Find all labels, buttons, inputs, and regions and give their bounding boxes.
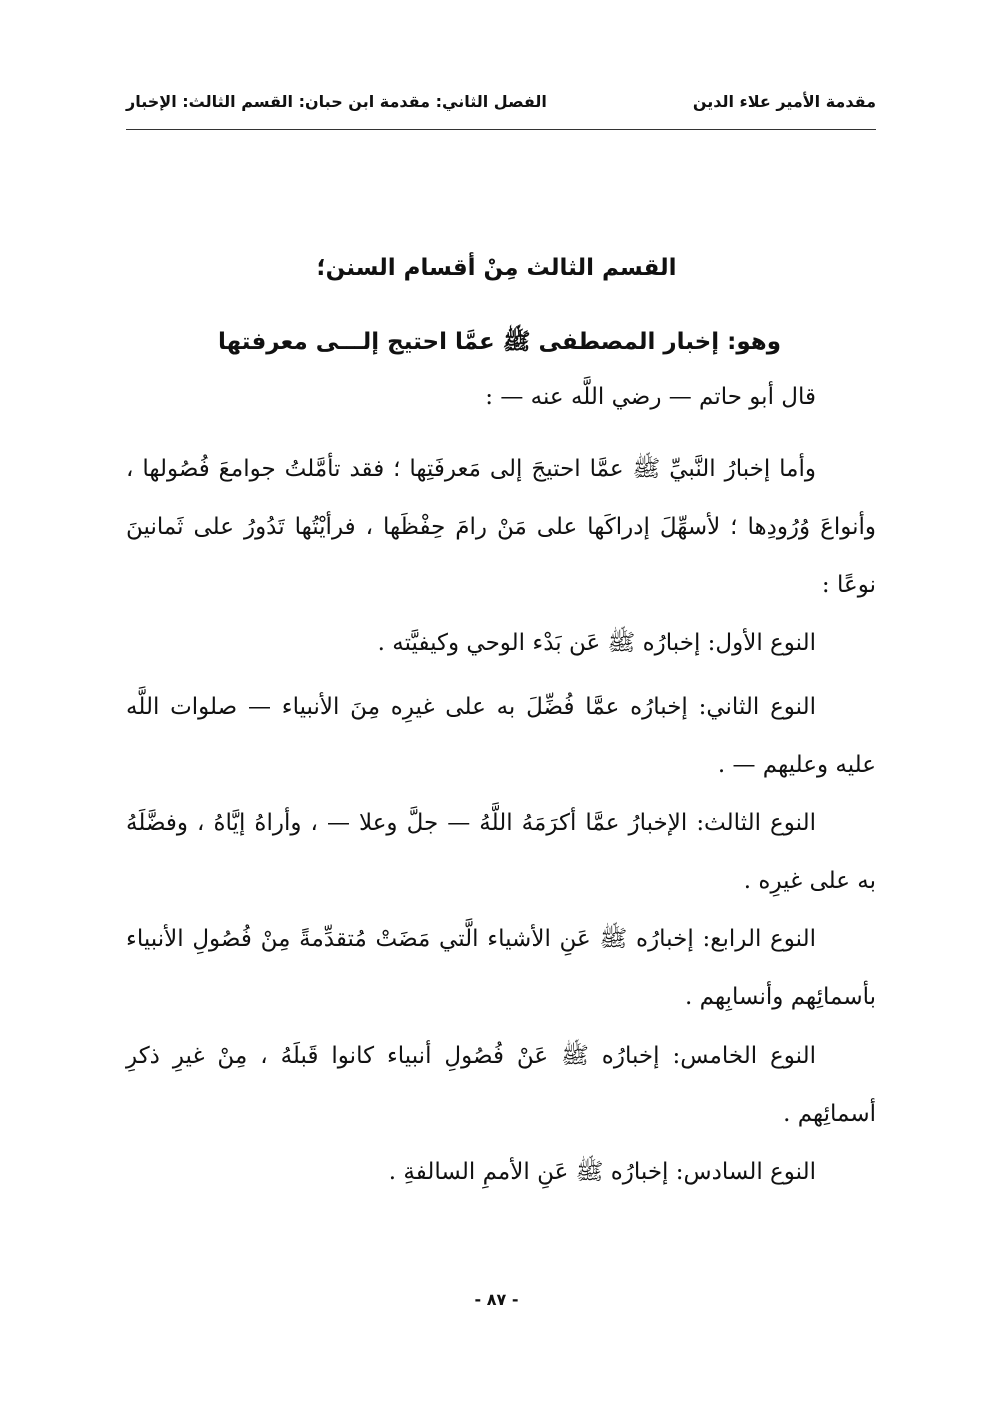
type-label: النوع الرابع:	[702, 926, 817, 952]
type-5-block	[126, 1027, 876, 1143]
type-label: النوع الثاني:	[698, 694, 817, 720]
type-label: النوع الأول:	[707, 630, 816, 656]
type-item	[126, 678, 876, 794]
type-text: إخبارُه ﷺ عَنْ فُصُولِ أنبياء كانوا قَبلَهُ ، مِنْ غيرِ ذكرِ أسمائِهم .	[126, 1043, 876, 1127]
type-2-block	[126, 678, 876, 794]
section-subtitle: وهو: إخبار المصطفى ﷺ عمَّا احتيج إلـــى معرفتها	[217, 329, 781, 355]
running-header	[126, 92, 876, 120]
book-title: مقدمة الأمير علاء الدين	[692, 92, 876, 111]
header-divider	[126, 129, 876, 130]
type-item	[126, 614, 876, 672]
type-3-block	[126, 794, 876, 910]
type-6-block	[126, 1143, 876, 1201]
type-text: إخبارُه عمَّا فُضِّلَ به على غيرِه مِنَ الأنبياء — صلوات اللَّه عليه وعليهم — .	[126, 694, 876, 778]
chapter-title: الفصل الثاني: مقدمة ابن حبان: القسم الثالث: الإخبار	[126, 92, 547, 111]
type-label: النوع السادس:	[675, 1159, 816, 1185]
type-text: إخبارُه ﷺ عَنِ الأشياء الَّتي مَضَتْ مُتقدِّمةً مِنْ فُصُولِ الأنبياء بأسمائِهم وأنسابِهم .	[126, 926, 876, 1010]
type-1-block	[126, 614, 876, 672]
type-item	[126, 1027, 876, 1143]
section-title: القسم الثالث مِنْ أقسام السنن؛	[316, 255, 677, 281]
page-number: - ٨٧ -	[474, 1290, 519, 1309]
type-label: النوع الثالث:	[696, 810, 816, 836]
type-text: إخبارُه ﷺ عَنِ الأممِ السالفةِ .	[388, 1159, 669, 1185]
type-item	[126, 1143, 876, 1201]
intro-line: قال أبو حاتم — رضي اللَّه عنه — :	[485, 384, 816, 410]
type-text: إخبارُه ﷺ عَن بَدْء الوحي وكيفيَّته .	[377, 630, 701, 656]
type-label: النوع الخامس:	[672, 1043, 817, 1069]
type-text: الإخبارُ عمَّا أكرَمَهُ اللَّهُ — جلَّ وعلا — ، وأراهُ إيَّاهُ ، وفضَّلَهُ به على غيرِه .	[126, 810, 876, 894]
main-paragraph: وأما إخبارُ النَّبيِّ ﷺ عمَّا احتيجَ إلى مَعرفَتِها ؛ فقد تأمَّلتُ جوامعَ فُصُولها ، وأنواعَ وُرُودِها ؛ لأسهِّلَ إدراكَها على مَنْ رامَ حِفْظَها ، فرأيْتُها تَدُورُ على ثَمانينَ نوعًا :	[126, 456, 876, 598]
type-item	[126, 794, 876, 910]
type-item	[126, 910, 876, 1026]
main-paragraph-block	[126, 440, 876, 614]
type-4-block	[126, 910, 876, 1026]
